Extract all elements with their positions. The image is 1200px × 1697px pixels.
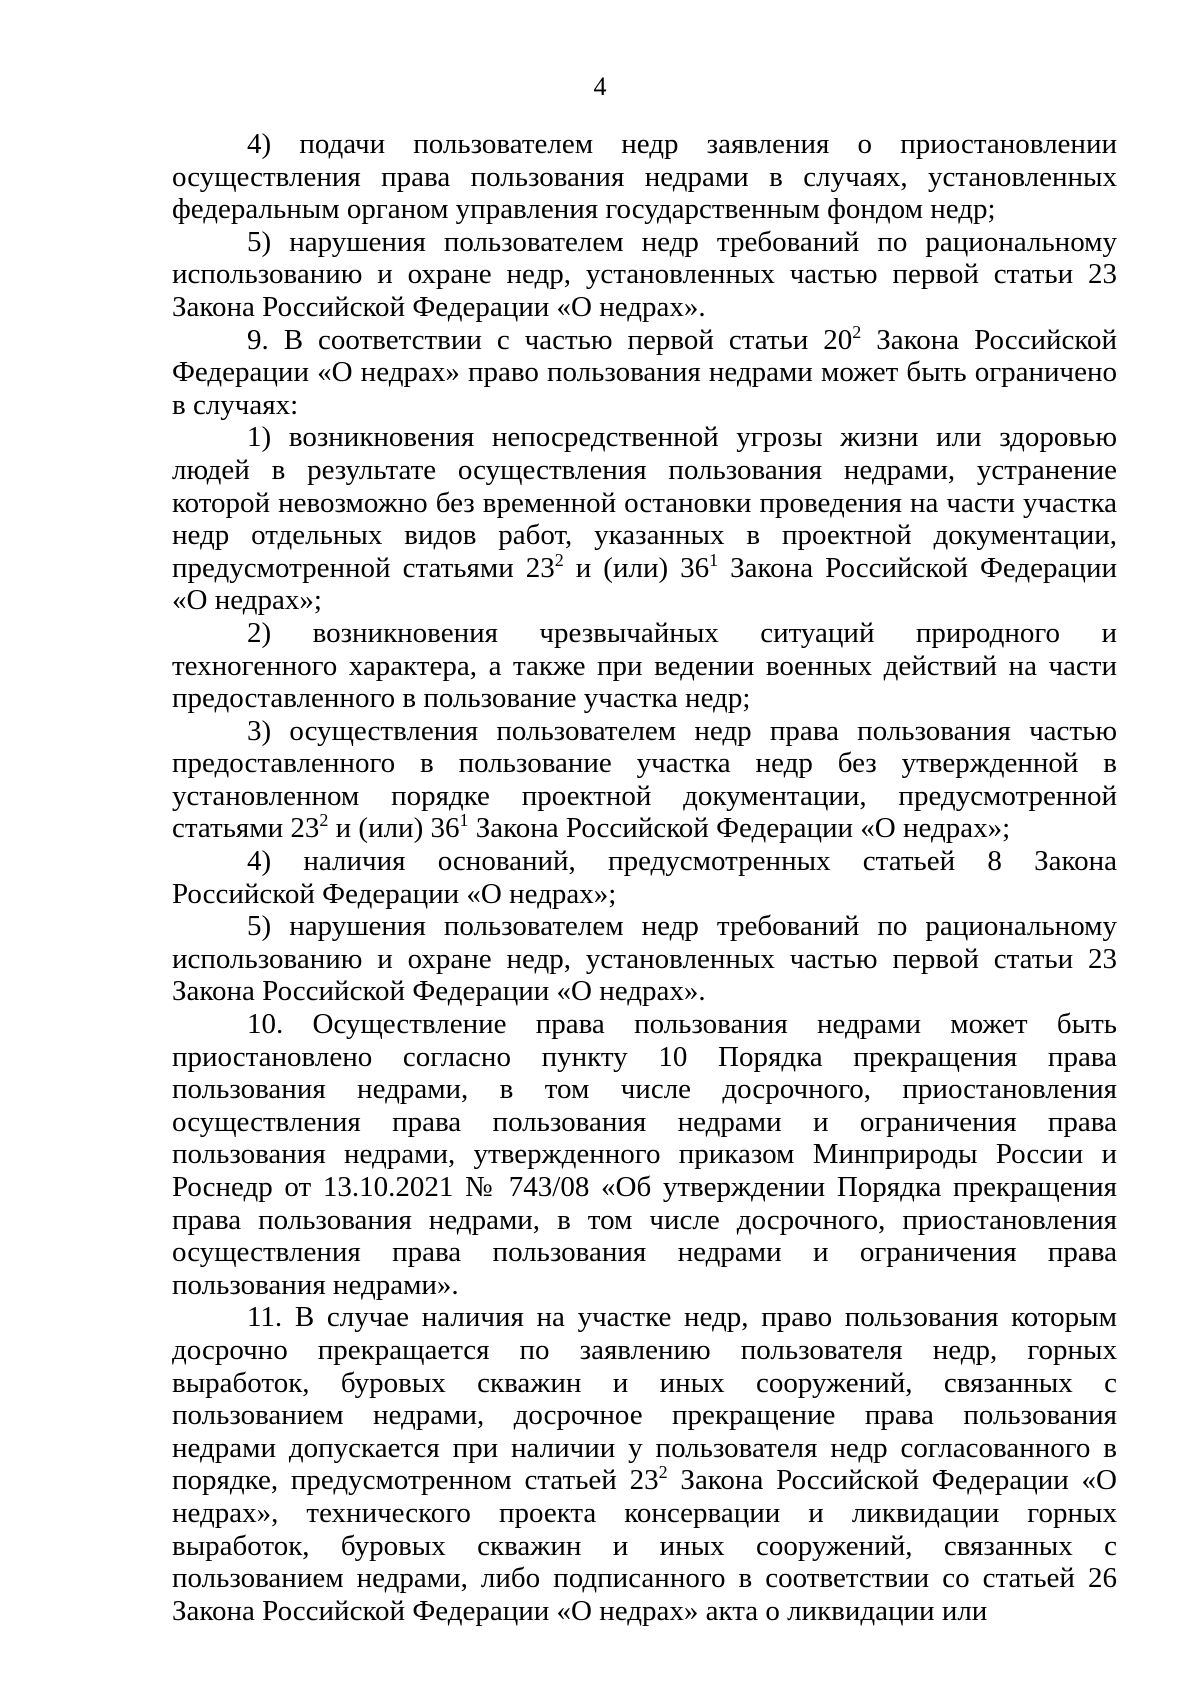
paragraph (172, 617, 1117, 715)
paragraph-text: Закона Российской Федерации «О недрах»; (172, 551, 1117, 617)
paragraph (172, 715, 1117, 845)
paragraph (172, 845, 1117, 910)
paragraph-text: 2) возникновения чрезвычайных ситуаций природного и техногенного характера, а также при ведении военных действий на части предоставленного в пользование участка недр; (172, 616, 1117, 715)
superscript: 2 (319, 810, 329, 831)
paragraph-text: Закона Российской Федерации «О недрах»; (468, 812, 1011, 845)
paragraph-text: Закона Российской Федерации «О недрах», технического проекта консервации и ликвидации горных выработок, буровых скважин и иных сооружений, связанных с пользованием недрами, либо подписанного в соответствии со статьей 26 Закона Российской Федерации «О недрах» акта о ликвидации или (172, 1464, 1117, 1627)
superscript: 2 (658, 1462, 668, 1483)
paragraph-text: и (или) 36 (328, 812, 460, 845)
superscript: 1 (709, 549, 719, 570)
paragraph-text: 4) наличия оснований, предусмотренных статьей 8 Закона Российской Федерации «О недрах»; (172, 845, 1117, 910)
paragraph-text: 11. В случае наличия на участке недр, право пользования которым досрочно прекращается по заявлению пользователя недр, горных выработок, буровых скважин и иных сооружений, связанных с пользованием недрами, досрочное прекращение права пользования недрами допускается при наличии у пользователя недр согласованного в порядке, предусмотренном статьей 23 (172, 1301, 1117, 1497)
paragraph-text: 3) осуществления пользователем недр права пользования частью предоставленного в пользование участка недр без утвержденной в установленном порядке проектной документации, предусмотренной статьями 23 (172, 714, 1117, 845)
paragraph (172, 321, 1118, 422)
document-body (172, 128, 1117, 1627)
paragraph-text: 5) нарушения пользователем недр требований по рациональному использованию и охране недр, установленных частью первой статьи 23 Закона Российской Федерации «О недрах». (172, 225, 1117, 323)
paragraph (172, 421, 1117, 617)
paragraph-text: 4) подачи пользователем недр заявления о приостановлении осуществления права пользования недрами в случаях, установленных федеральным органом управления государственным фондом недр; (172, 128, 1117, 226)
paragraph (172, 910, 1117, 1008)
superscript: 1 (459, 810, 469, 831)
superscript: 2 (554, 549, 564, 570)
paragraph-text: и (или) 36 (563, 551, 710, 584)
paragraph-text: 1) возникновения непосредственной угрозы жизни или здоровью людей в результате осуществления пользования недрами, устранение которой невозможно без временной остановки проведения на части участка недр отдельных видов работ, указанных в проектной документации, предусмотренной статьями 23 (172, 421, 1117, 584)
paragraph (172, 128, 1117, 226)
paragraph-text: Закона Российской Федерации «О недрах» право пользования недрами может быть ограничено в случаях: (172, 323, 1118, 421)
paragraph-text: 5) нарушения пользователем недр требований по рациональному использованию и охране недр, установленных частью первой статьи 23 Закона Российской Федерации «О недрах». (172, 910, 1117, 1008)
paragraph (172, 226, 1117, 324)
paragraph-text: 10. Осуществление права пользования недрами может быть приостановлено согласно пункту 10 Порядка прекращения права пользования недрами, в том числе досрочного, приостановления осуществления права пользования недрами и ограничения права пользования недрами, утвержденного приказом Минприроды России и Роснедр от 13.10.2021 № 743/08 «Об утверждении Порядка прекращения права пользования недрами, в том числе досрочного, приостановления осуществления права пользования недрами и ограничения права пользования недрами». (172, 1008, 1117, 1301)
paragraph-text: 9. В соответствии с частью первой статьи 20 (247, 323, 853, 356)
paragraph (172, 1301, 1117, 1627)
paragraph (172, 1008, 1117, 1301)
page-number: 4 (593, 72, 607, 101)
superscript: 2 (852, 321, 862, 342)
